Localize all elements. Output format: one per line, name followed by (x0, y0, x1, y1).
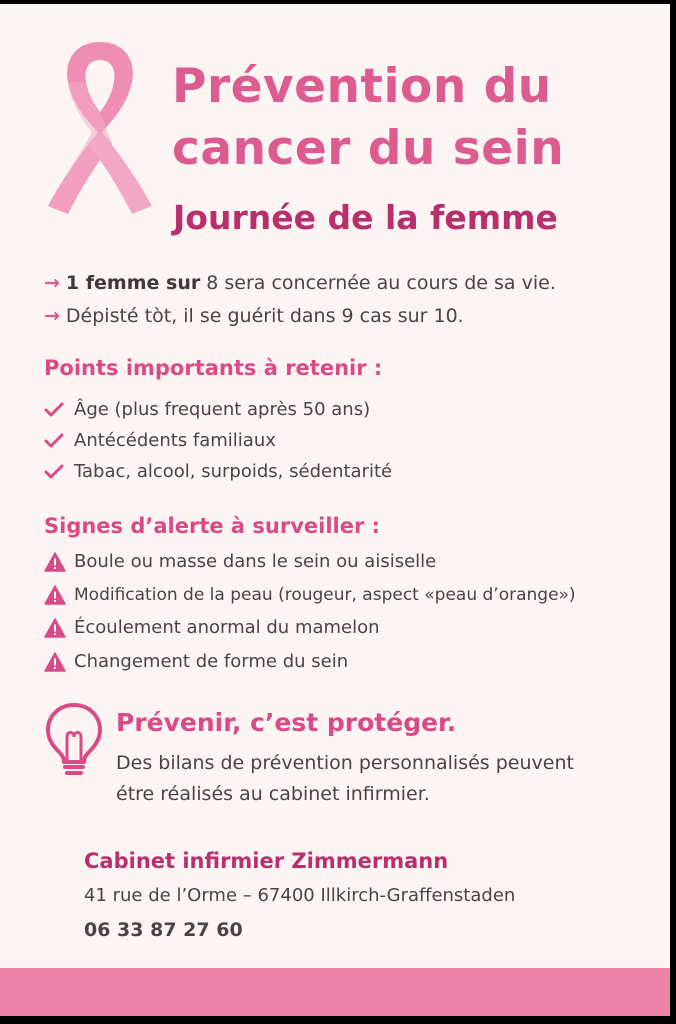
points-heading: Points importants à retenir : (44, 356, 383, 380)
warning-icon (44, 552, 66, 572)
footer-band (0, 968, 670, 1016)
check-icon (44, 402, 66, 418)
list-item (44, 615, 380, 641)
prevention-text (116, 748, 646, 810)
prevention-motto: Prévenir, c’est protéger. (116, 708, 457, 737)
arrow-icon: → (44, 272, 60, 294)
list-item (44, 549, 436, 575)
check-icon (44, 464, 66, 480)
list-item (44, 428, 276, 454)
list-item (44, 582, 576, 608)
sign-item-text: Écoulement anormal du mamelon (74, 617, 380, 638)
lightbulb-icon (43, 701, 105, 781)
warning-icon (44, 652, 66, 672)
warning-icon (44, 618, 66, 638)
title-line-1: Prévention du (172, 59, 552, 114)
title-line-2: cancer du sein (172, 121, 565, 176)
sign-item-text: Boule ou masse dans le sein ou aisiselle (74, 551, 437, 572)
warning-icon (44, 585, 66, 605)
list-item (44, 649, 348, 675)
list-item (44, 459, 392, 485)
prevention-text-line-2: étre réalisés au cabinet infirmier. (116, 783, 430, 805)
cabinet-address: 41 rue de l’Orme – 67400 Illkirch-Graffenstaden (84, 885, 516, 906)
pink-ribbon-icon (40, 34, 160, 219)
check-icon (44, 433, 66, 449)
point-item-text: Antécédents familiaux (74, 430, 276, 451)
page-title (172, 56, 564, 180)
point-item-text: Tabac, alcool, surpoids, sédentarité (74, 461, 393, 482)
fact-1 (44, 270, 556, 296)
cabinet-phone: 06 33 87 27 60 (84, 919, 243, 941)
page-subtitle: Journée de la femme (173, 198, 558, 237)
signs-heading: Signes d’alerte à surveiller : (44, 514, 381, 538)
prevention-text-line-1: Des bilans de prévention personnalisés peuvent (116, 752, 574, 774)
arrow-icon: → (44, 305, 60, 327)
flyer (0, 4, 670, 1016)
sign-item-text: Modification de la peau (rougeur, aspect «peau d’orange») (74, 585, 576, 605)
fact-1-bold: 1 femme sur (65, 272, 201, 294)
fact-1-text: 8 sera concernée au cours de sa vie. (200, 272, 556, 294)
sign-item-text: Changement de forme du sein (74, 651, 349, 672)
cabinet-name: Cabinet infirmier Zimmermann (84, 849, 449, 873)
fact-2-text: Dépisté tòt, il se guérit dans 9 cas sur 10. (65, 305, 464, 327)
fact-2 (44, 303, 464, 329)
point-item-text: Âge (plus frequent après 50 ans) (74, 399, 371, 420)
list-item (44, 397, 370, 423)
